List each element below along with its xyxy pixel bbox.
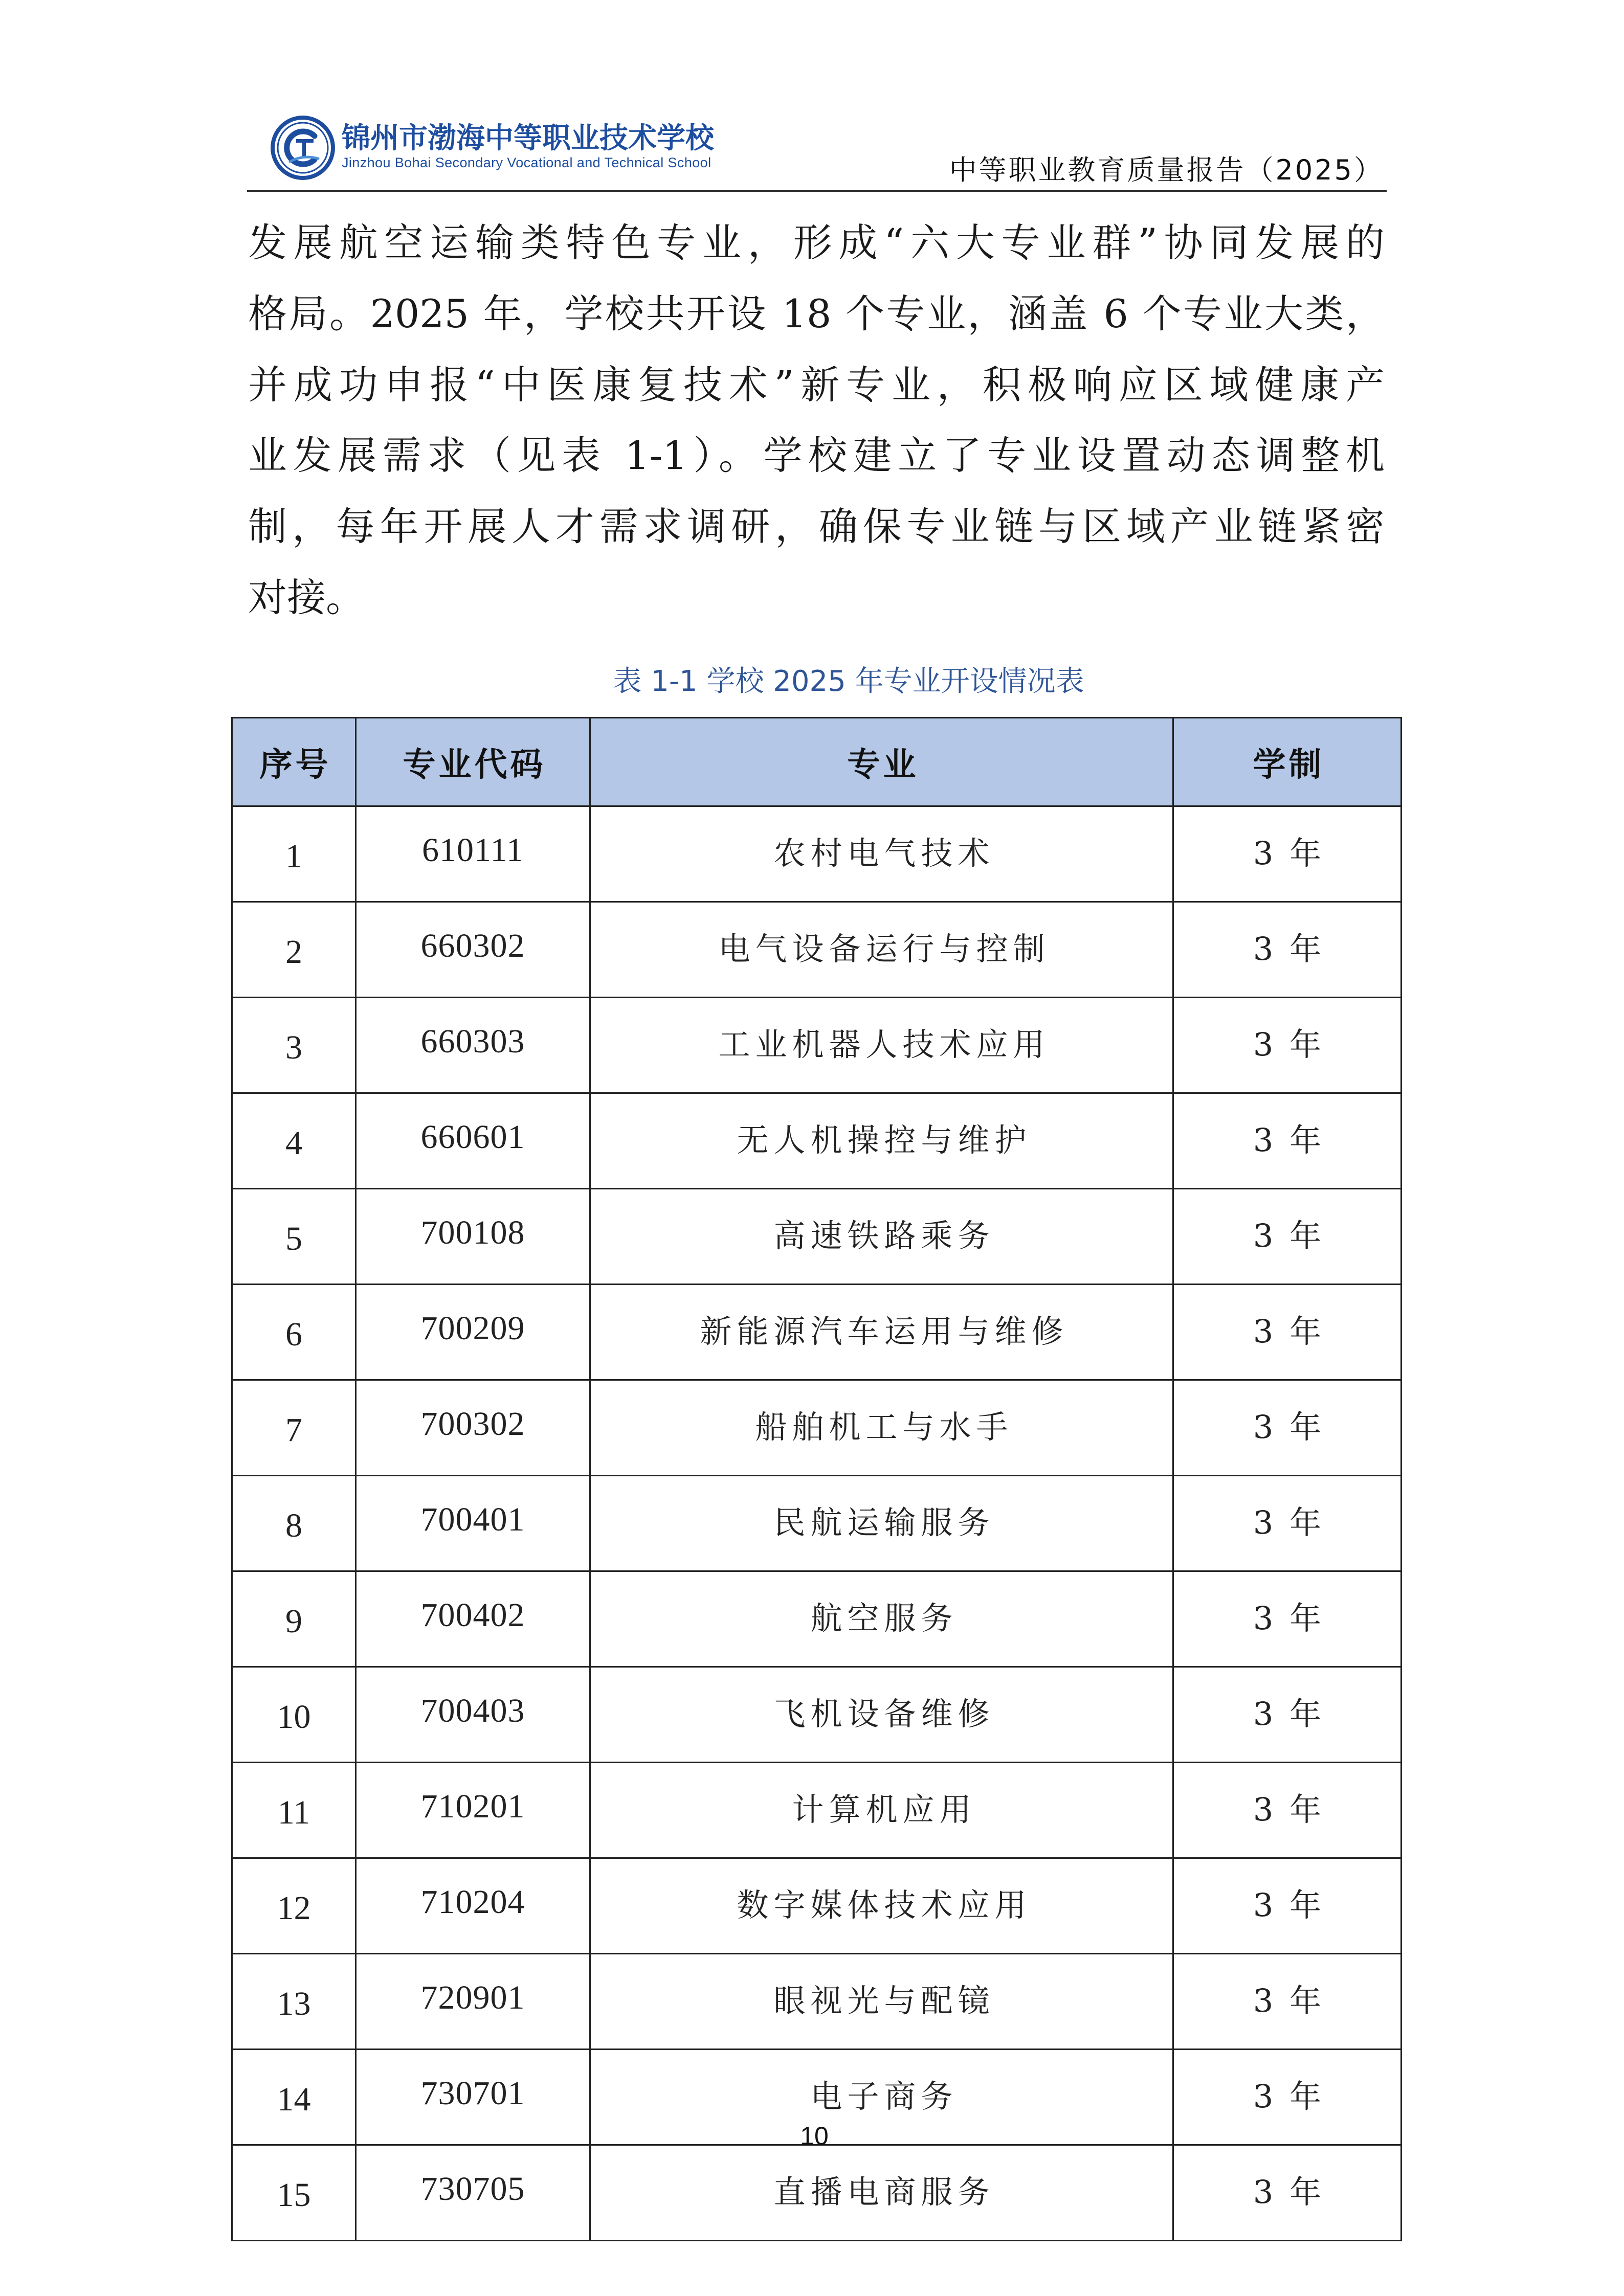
cell-major-name: 电气设备运行与控制: [590, 902, 1173, 998]
majors-table-body: [232, 806, 1401, 2241]
cell-study-duration: 3 年: [1173, 902, 1401, 998]
table-row: [232, 1763, 1401, 1858]
cell-serial-number: 8: [232, 1476, 356, 1571]
cell-serial-number: 12: [232, 1858, 356, 1954]
cell-major-code: 720901: [356, 1954, 590, 2050]
cell-study-duration: 3 年: [1173, 1571, 1401, 1667]
cell-study-duration: 3 年: [1173, 1858, 1401, 1954]
table-row: [232, 1093, 1401, 1189]
header-major-code: 专业代码: [356, 718, 590, 806]
table-row: [232, 2145, 1401, 2241]
cell-major-name: 电子商务: [590, 2050, 1173, 2145]
cell-major-name: 飞机设备维修: [590, 1667, 1173, 1763]
table-row: [232, 1380, 1401, 1476]
cell-major-code: 700403: [356, 1667, 590, 1763]
cell-major-name: 船舶机工与水手: [590, 1380, 1173, 1476]
cell-major-code: 660303: [356, 998, 590, 1093]
table-row: [232, 1285, 1401, 1380]
table-row: [232, 1571, 1401, 1667]
cell-major-name: 眼视光与配镜: [590, 1954, 1173, 2050]
cell-serial-number: 1: [232, 806, 356, 902]
cell-serial-number: 10: [232, 1667, 356, 1763]
cell-study-duration: 3 年: [1173, 806, 1401, 902]
cell-serial-number: 11: [232, 1763, 356, 1858]
cell-major-code: 700401: [356, 1476, 590, 1571]
cell-major-name: 航空服务: [590, 1571, 1173, 1667]
cell-major-code: 700108: [356, 1189, 590, 1285]
header-study-duration: 学制: [1173, 718, 1401, 806]
cell-major-code: 700209: [356, 1285, 590, 1380]
table-row: [232, 1954, 1401, 2050]
paragraph-line: 并成功申报“中医康复技术”新专业，积极响应区域健康产: [248, 362, 1385, 408]
cell-study-duration: 3 年: [1173, 1954, 1401, 2050]
cell-study-duration: 3 年: [1173, 2145, 1401, 2241]
cell-major-code: 700402: [356, 1571, 590, 1667]
cell-major-code: 660302: [356, 902, 590, 998]
table-row: [232, 1189, 1401, 1285]
page-number: 10: [800, 2122, 829, 2150]
cell-serial-number: 15: [232, 2145, 356, 2241]
table-row: [232, 806, 1401, 902]
cell-major-code: 730705: [356, 2145, 590, 2241]
header-major-name: 专业: [590, 718, 1173, 806]
paragraph-line: 制，每年开展人才需求调研，确保专业链与区域产业链紧密: [248, 504, 1385, 549]
cell-serial-number: 6: [232, 1285, 356, 1380]
cell-major-name: 计算机应用: [590, 1763, 1173, 1858]
cell-major-name: 民航运输服务: [590, 1476, 1173, 1571]
majors-table: [231, 717, 1402, 2241]
school-emblem-icon: [270, 115, 336, 181]
table-row: [232, 998, 1401, 1093]
cell-serial-number: 14: [232, 2050, 356, 2145]
cell-major-code: 610111: [356, 806, 590, 902]
cell-serial-number: 13: [232, 1954, 356, 2050]
cell-major-code: 660601: [356, 1093, 590, 1189]
cell-serial-number: 7: [232, 1380, 356, 1476]
cell-study-duration: 3 年: [1173, 1285, 1401, 1380]
cell-study-duration: 3 年: [1173, 1476, 1401, 1571]
cell-study-duration: 3 年: [1173, 2050, 1401, 2145]
cell-study-duration: 3 年: [1173, 1763, 1401, 1858]
cell-study-duration: 3 年: [1173, 998, 1401, 1093]
cell-major-name: 工业机器人技术应用: [590, 998, 1173, 1093]
table-caption: 表 1-1 学校 2025 年专业开设情况表: [613, 665, 1084, 698]
cell-major-code: 730701: [356, 2050, 590, 2145]
paragraph-line: 业发展需求（见表 1-1）。学校建立了专业设置动态调整机: [248, 433, 1385, 478]
cell-study-duration: 3 年: [1173, 1093, 1401, 1189]
cell-major-name: 数字媒体技术应用: [590, 1858, 1173, 1954]
cell-major-name: 高速铁路乘务: [590, 1189, 1173, 1285]
header-divider: [247, 190, 1387, 192]
cell-study-duration: 3 年: [1173, 1667, 1401, 1763]
cell-major-code: 710204: [356, 1858, 590, 1954]
cell-major-name: 新能源汽车运用与维修: [590, 1285, 1173, 1380]
table-header: [232, 718, 1401, 806]
cell-study-duration: 3 年: [1173, 1380, 1401, 1476]
report-title: 中等职业教育质量报告（2025）: [949, 154, 1384, 186]
cell-serial-number: 2: [232, 902, 356, 998]
cell-major-name: 直播电商服务: [590, 2145, 1173, 2241]
cell-serial-number: 3: [232, 998, 356, 1093]
paragraph-line: 对接。: [248, 575, 365, 620]
cell-major-name: 无人机操控与维护: [590, 1093, 1173, 1189]
cell-major-code: 710201: [356, 1763, 590, 1858]
cell-serial-number: 5: [232, 1189, 356, 1285]
table-header-row: [232, 718, 1401, 806]
cell-serial-number: 9: [232, 1571, 356, 1667]
school-name: 锦州市渤海中等职业技术学校: [342, 122, 714, 155]
table-row: [232, 1858, 1401, 1954]
cell-major-name: 农村电气技术: [590, 806, 1173, 902]
cell-major-code: 700302: [356, 1380, 590, 1476]
paragraph-line: 发展航空运输类特色专业，形成“六大专业群”协同发展的: [248, 220, 1385, 265]
header-serial-number: 序号: [232, 718, 356, 806]
cell-study-duration: 3 年: [1173, 1189, 1401, 1285]
paragraph-line: 格局。2025 年，学校共开设 18 个专业，涵盖 6 个专业大类，: [248, 291, 1385, 336]
table-row: [232, 1667, 1401, 1763]
cell-serial-number: 4: [232, 1093, 356, 1189]
school-name-english: Jinzhou Bohai Secondary Vocational and Technical School: [342, 155, 711, 170]
table-row: [232, 1476, 1401, 1571]
table-row: [232, 902, 1401, 998]
